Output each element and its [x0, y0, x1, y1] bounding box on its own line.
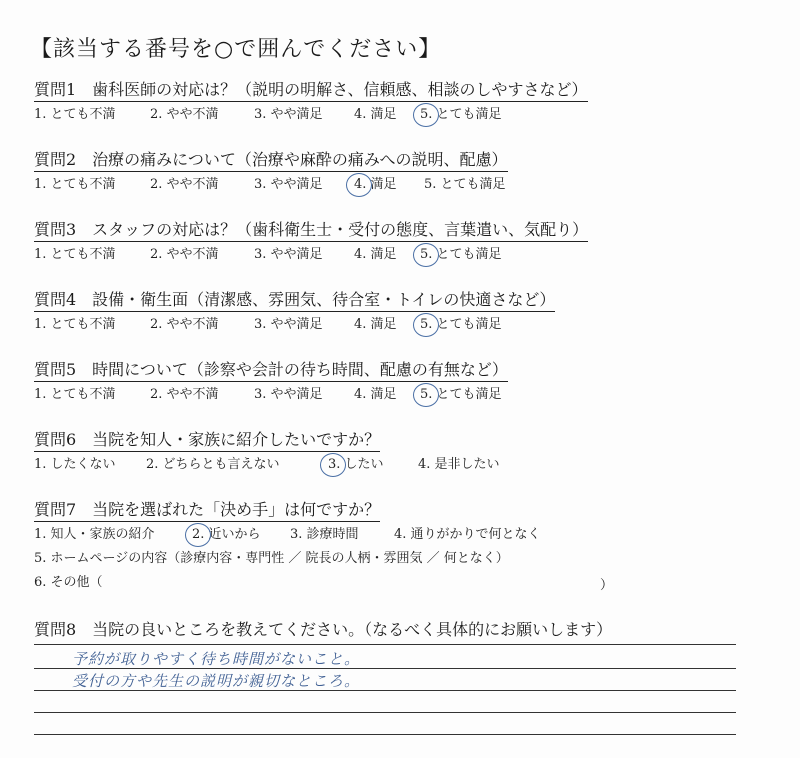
q3-option-5[interactable]: 5. とても満足	[420, 247, 502, 262]
q3-option-1[interactable]: 1. とても不満	[34, 247, 116, 262]
q7-option-6-close: ）	[600, 578, 614, 593]
question-8: 質問8 当院の良いところを教えてください。（なるべく具体的にお願いします）	[34, 620, 613, 639]
answer-line-4	[34, 712, 736, 713]
q3-option-2[interactable]: 2. やや不満	[150, 247, 219, 262]
answer-line-1	[34, 644, 736, 645]
q4-option-1[interactable]: 1. とても不満	[34, 317, 116, 332]
q2-option-4[interactable]: 4. 満足	[354, 177, 397, 192]
q4-option-4[interactable]: 4. 満足	[354, 317, 397, 332]
q5-option-3[interactable]: 3. やや満足	[254, 387, 323, 402]
q6-option-2[interactable]: 2. どちらとも言えない	[146, 457, 280, 472]
q5-option-1[interactable]: 1. とても不満	[34, 387, 116, 402]
q7-option-1[interactable]: 1. 知人・家族の紹介	[34, 527, 155, 542]
instruction-header: 【該当する番号を○で囲んでください】	[30, 37, 442, 62]
q4-selection-circle	[413, 313, 439, 337]
q3-option-3[interactable]: 3. やや満足	[254, 247, 323, 262]
q1-selection-circle	[413, 103, 439, 127]
question-4: 質問4 設備・衛生面（清潔感、雰囲気、待合室・トイレの快適さなど）	[34, 290, 555, 312]
q2-option-1[interactable]: 1. とても不満	[34, 177, 116, 192]
question-5: 質問5 時間について（診察や会計の待ち時間、配慮の有無など）	[34, 360, 508, 382]
q4-option-5[interactable]: 5. とても満足	[420, 317, 502, 332]
q7-selection-circle	[185, 523, 211, 547]
question-7: 質問7 当院を選ばれた「決め手」は何ですか？	[34, 500, 380, 522]
q5-option-5[interactable]: 5. とても満足	[420, 387, 502, 402]
q1-option-4[interactable]: 4. 満足	[354, 107, 397, 122]
q1-option-3[interactable]: 3. やや満足	[254, 107, 323, 122]
q7-option-5[interactable]: 5. ホームページの内容（診療内容・専門性 ／ 院長の人柄・雰囲気 ／ 何となく）	[34, 551, 509, 566]
q7-option-3[interactable]: 3. 診療時間	[290, 527, 359, 542]
q6-selection-circle	[320, 453, 346, 477]
q3-selection-circle	[413, 243, 439, 267]
q5-option-2[interactable]: 2. やや不満	[150, 387, 219, 402]
q5-option-4[interactable]: 4. 満足	[354, 387, 397, 402]
question-2: 質問2 治療の痛みについて（治療や麻酔の痛みへの説明、配慮）	[34, 150, 508, 172]
q2-option-3[interactable]: 3. やや満足	[254, 177, 323, 192]
q6-option-3[interactable]: 3. したい	[328, 457, 384, 472]
q7-option-2[interactable]: 2. 近いから	[192, 527, 261, 542]
q5-selection-circle	[413, 383, 439, 407]
q2-option-2[interactable]: 2. やや不満	[150, 177, 219, 192]
q6-option-1[interactable]: 1. したくない	[34, 457, 116, 472]
q1-option-1[interactable]: 1. とても不満	[34, 107, 116, 122]
q6-option-4[interactable]: 4. 是非したい	[418, 457, 500, 472]
handwritten-answer-1: 予約が取りやすく待ち時間がないこと。	[72, 650, 361, 668]
handwritten-answer-2: 受付の方や先生の説明が親切なところ。	[72, 672, 361, 690]
q2-selection-circle	[346, 173, 372, 197]
q1-option-2[interactable]: 2. やや不満	[150, 107, 219, 122]
q4-option-3[interactable]: 3. やや満足	[254, 317, 323, 332]
q2-option-5[interactable]: 5. とても満足	[424, 177, 506, 192]
q3-option-4[interactable]: 4. 満足	[354, 247, 397, 262]
answer-line-5	[34, 734, 736, 735]
question-6: 質問6 当院を知人・家族に紹介したいですか？	[34, 430, 380, 452]
q7-option-4[interactable]: 4. 通りがかりで何となく	[394, 527, 541, 542]
question-1: 質問1 歯科医師の対応は？（説明の明解さ、信頼感、相談のしやすさなど）	[34, 80, 588, 102]
q4-option-2[interactable]: 2. やや不満	[150, 317, 219, 332]
q1-option-5[interactable]: 5. とても満足	[420, 107, 502, 122]
question-3: 質問3 スタッフの対応は？（歯科衛生士・受付の態度、言葉遣い、気配り）	[34, 220, 588, 242]
q7-option-6[interactable]: 6. その他（	[34, 575, 103, 590]
